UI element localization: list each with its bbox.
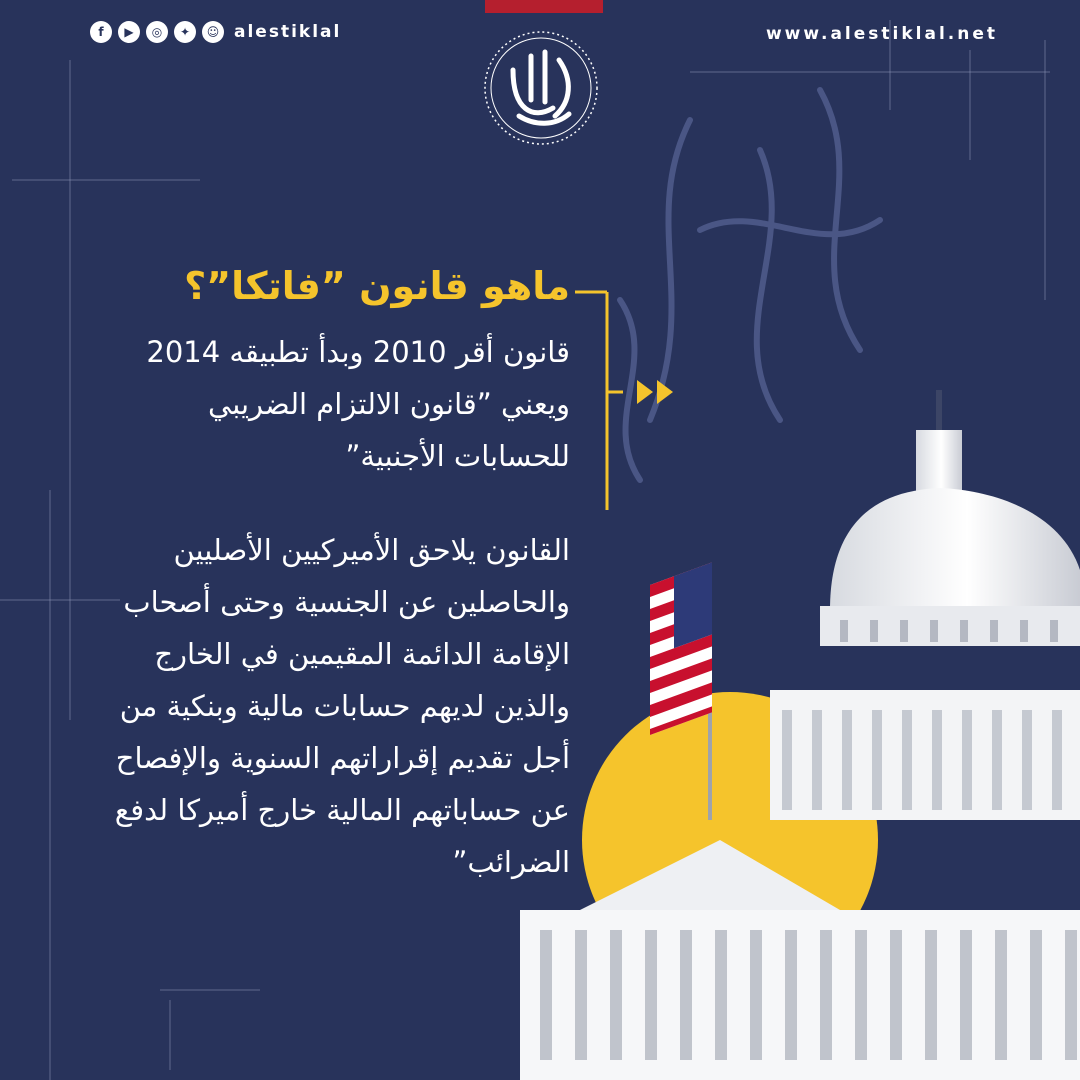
snapchat-icon[interactable]: ☺ xyxy=(202,21,224,43)
capitol-illustration xyxy=(520,370,1080,1080)
social-handle: alestiklal xyxy=(234,22,342,42)
article-title: ماهو قانون ”فاتكا”؟ xyxy=(184,264,570,308)
website-url[interactable]: www.alestiklal.net xyxy=(765,24,998,44)
twitter-icon[interactable]: ✦ xyxy=(174,21,196,43)
social-links xyxy=(90,20,341,44)
instagram-icon[interactable]: ◎ xyxy=(146,21,168,43)
top-accent-bar xyxy=(485,0,603,13)
alestiklal-logo xyxy=(483,30,599,146)
youtube-icon[interactable]: ▶ xyxy=(118,21,140,43)
paragraph-details: القانون يلاحق الأميركيين الأصليين والحاصلين عن الجنسية وحتى أصحاب الإقامة الدائمة المقيمين في الخارج والذين لديهم حسابات مالية وبنكية من أجل تقديم إقراراتهم السنوية والإفصاح عن حساباتهم المالية خارج أميركا لدفع الضرائب” xyxy=(114,533,570,879)
paragraph-definition: قانون أقر 2010 وبدأ تطبيقه 2014 ويعني ”قانون الالتزام الضريبي للحسابات الأجنبية” xyxy=(146,335,570,473)
facebook-icon[interactable]: f xyxy=(90,21,112,43)
